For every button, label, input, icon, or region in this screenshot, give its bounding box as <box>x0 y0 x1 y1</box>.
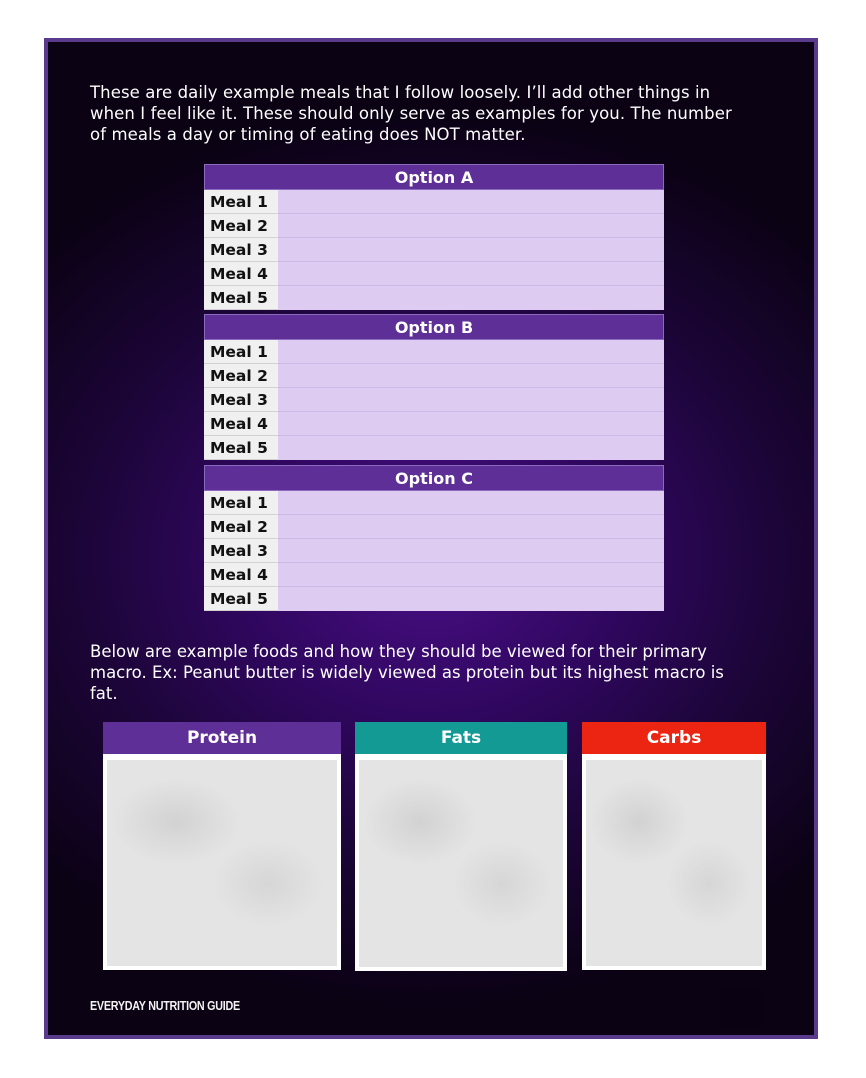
meal-content-blurred <box>278 515 664 539</box>
footer-title: EVERYDAY NUTRITION GUIDE <box>90 999 240 1013</box>
meal-label: Meal 4 <box>204 412 278 436</box>
meal-content-blurred <box>278 587 664 611</box>
meal-label: Meal 1 <box>204 190 278 214</box>
meal-row <box>204 563 664 587</box>
macro-header: Carbs <box>582 722 766 754</box>
meal-plan-option-c <box>204 465 664 611</box>
meal-row <box>204 238 664 262</box>
option-header: Option C <box>204 465 664 491</box>
intro-paragraph: These are daily example meals that I follow loosely. I’ll add other things in when I feel like it. These should only serve as examples for you. The number of meals a day or timing of eating does NOT matter. <box>90 83 732 144</box>
meal-content-blurred <box>278 364 664 388</box>
meal-content-blurred <box>278 436 664 460</box>
meal-row <box>204 436 664 460</box>
meal-content-blurred <box>278 286 664 310</box>
meal-content-blurred <box>278 491 664 515</box>
meal-row <box>204 388 664 412</box>
meal-content-blurred <box>278 340 664 364</box>
meal-row <box>204 262 664 286</box>
meal-content-blurred <box>278 412 664 436</box>
macro-foods-blurred <box>359 760 563 967</box>
macro-box-fats <box>355 722 567 971</box>
macro-box-carbs <box>582 722 766 970</box>
macro-foods-blurred <box>586 760 762 966</box>
meal-label: Meal 3 <box>204 388 278 412</box>
meal-content-blurred <box>278 238 664 262</box>
guide-page <box>44 38 818 1039</box>
meal-label: Meal 1 <box>204 340 278 364</box>
meal-row <box>204 539 664 563</box>
meal-content-blurred <box>278 563 664 587</box>
macro-header: Protein <box>103 722 341 754</box>
option-header: Option A <box>204 164 664 190</box>
meal-content-blurred <box>278 214 664 238</box>
meal-label: Meal 5 <box>204 587 278 611</box>
meal-plan-option-a <box>204 164 664 310</box>
meal-content-blurred <box>278 262 664 286</box>
meal-row <box>204 412 664 436</box>
meal-row <box>204 587 664 611</box>
option-header: Option B <box>204 314 664 340</box>
meal-content-blurred <box>278 190 664 214</box>
macro-header: Fats <box>355 722 567 754</box>
macro-foods-blurred <box>107 760 337 966</box>
meal-label: Meal 5 <box>204 436 278 460</box>
meal-content-blurred <box>278 388 664 412</box>
page-number-box <box>720 990 764 1026</box>
meal-label: Meal 3 <box>204 539 278 563</box>
meal-label: Meal 2 <box>204 515 278 539</box>
meal-label: Meal 5 <box>204 286 278 310</box>
meal-label: Meal 2 <box>204 214 278 238</box>
macro-box-protein <box>103 722 341 970</box>
meal-label: Meal 4 <box>204 262 278 286</box>
meal-row <box>204 364 664 388</box>
meal-content-blurred <box>278 539 664 563</box>
meal-row <box>204 190 664 214</box>
meal-row <box>204 214 664 238</box>
meal-row <box>204 515 664 539</box>
meal-label: Meal 1 <box>204 491 278 515</box>
meal-label: Meal 2 <box>204 364 278 388</box>
meal-row <box>204 340 664 364</box>
meal-plan-option-b <box>204 314 664 460</box>
macro-intro-paragraph: Below are example foods and how they should be viewed for their primary macro. Ex: Peanut butter is widely viewed as protein but its highest macro is fat. <box>90 642 724 703</box>
meal-row <box>204 491 664 515</box>
meal-label: Meal 4 <box>204 563 278 587</box>
meal-row <box>204 286 664 310</box>
meal-label: Meal 3 <box>204 238 278 262</box>
